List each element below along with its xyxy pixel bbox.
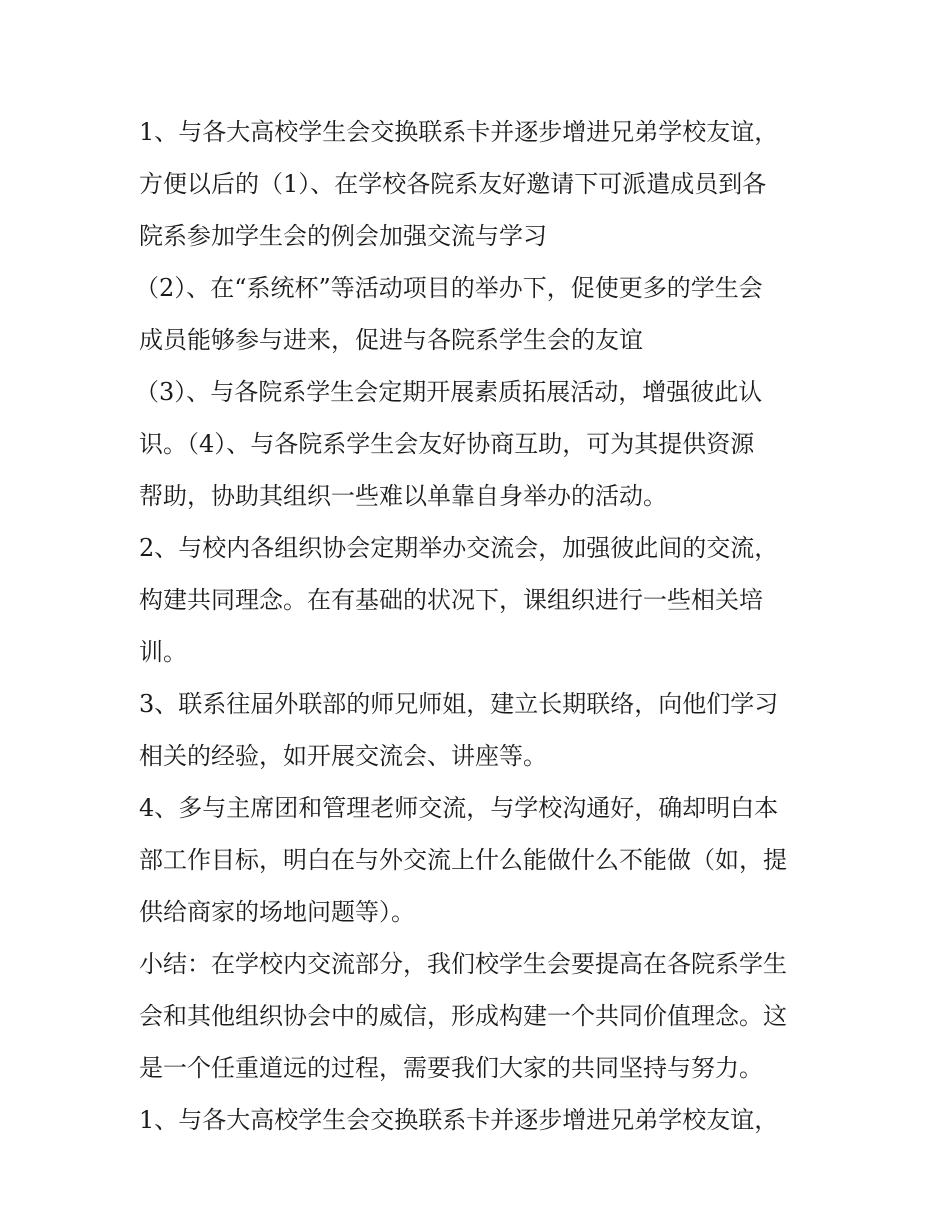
text-line: 2、与校内各组织协会定期举办交流会，加强彼此间的交流， [139, 534, 779, 562]
text-line: 3、联系往届外联部的师兄师姐，建立长期联络，向他们学习 [139, 690, 779, 718]
text-line: 供给商家的场地问题等）。 [139, 898, 415, 926]
text-line: 会和其他组织协会中的威信，形成构建一个共同价值理念。这 [139, 1002, 787, 1030]
text-line: 成员能够参与进来，促进与各院系学生会的友谊 [139, 326, 643, 354]
text-line: 构建共同理念。在有基础的状况下，课组织进行一些相关培 [139, 586, 763, 614]
text-line: 识。（4）、与各院系学生会友好协商互助，可为其提供资源 [139, 430, 755, 458]
text-line: 帮助，协助其组织一些难以单靠自身举办的活动。 [139, 482, 667, 510]
document-body [135, 110, 819, 1150]
text-line: 是一个任重道远的过程，需要我们大家的共同坚持与努力。 [139, 1054, 763, 1082]
text-line: 相关的经验，如开展交流会、讲座等。 [139, 742, 547, 770]
text-line: 1、与各大高校学生会交换联系卡并逐步增进兄弟学校友谊， [139, 118, 779, 146]
text-line: 4、多与主席团和管理老师交流，与学校沟通好，确却明白本 [139, 794, 779, 822]
text-line: 训。 [139, 638, 187, 666]
text-line: 1、与各大高校学生会交换联系卡并逐步增进兄弟学校友谊， [139, 1106, 779, 1134]
text-line: （3）、与各院系学生会定期开展素质拓展活动，增强彼此认 [135, 378, 763, 406]
text-line: 院系参加学生会的例会加强交流与学习 [139, 222, 547, 250]
text-line: 部工作目标，明白在与外交流上什么能做什么不能做（如，提 [139, 846, 787, 874]
text-line: （2）、在“系统杯”等活动项目的举办下，促使更多的学生会 [135, 274, 763, 302]
text-line: 方便以后的（1）、在学校各院系友好邀请下可派遣成员到各 [139, 170, 767, 198]
text-line: 小结：在学校内交流部分，我们校学生会要提高在各院系学生 [139, 950, 787, 978]
